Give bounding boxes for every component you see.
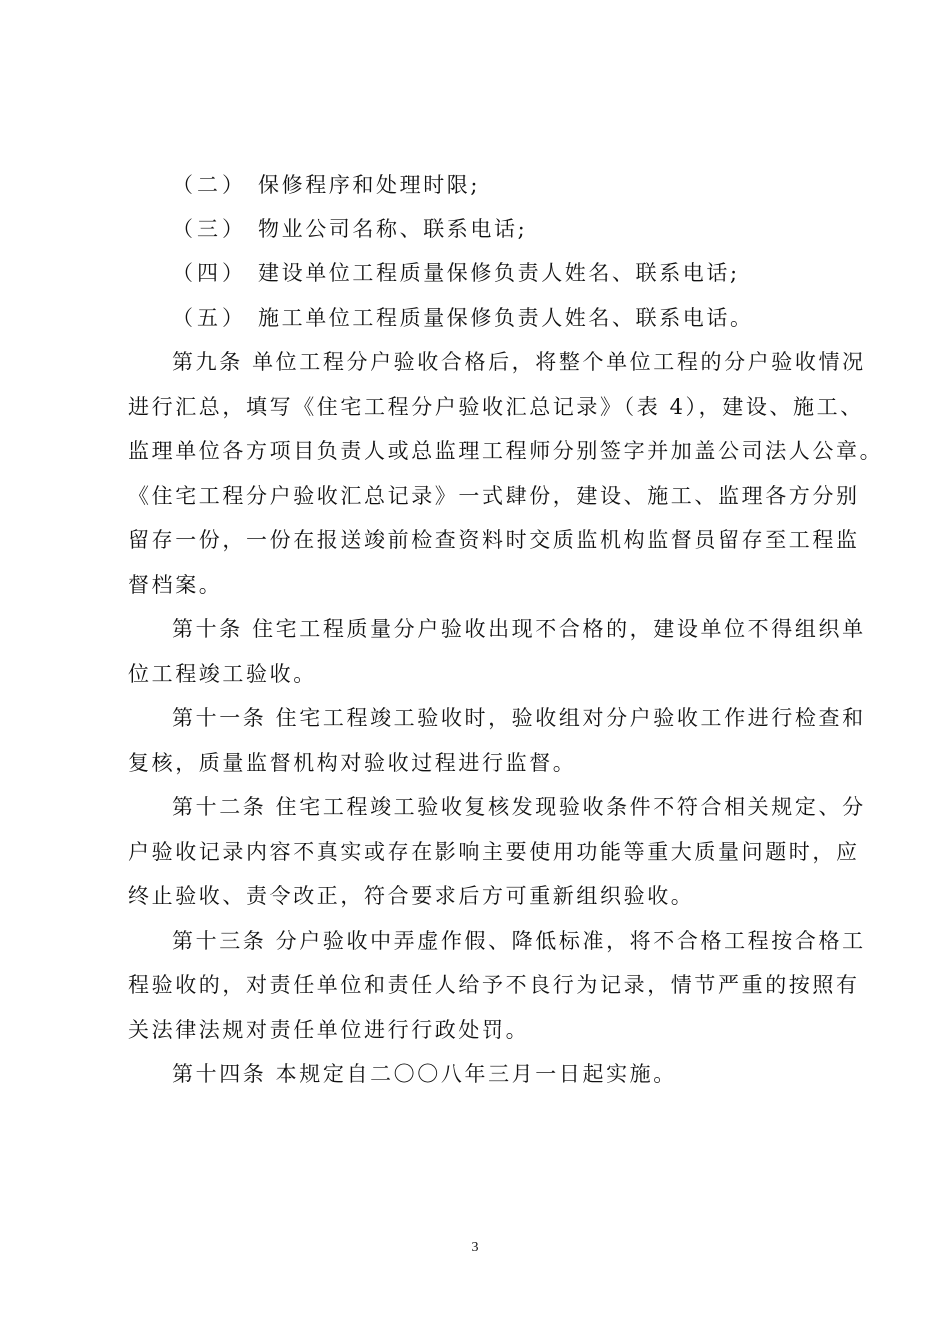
article-11-line: 第十一条 住宅工程竣工验收时，验收组对分户验收工作进行检查和 — [172, 706, 866, 730]
article-12-line: 第十二条 住宅工程竣工验收复核发现验收条件不符合相关规定、分 — [172, 795, 866, 819]
article-10-line: 位工程竣工验收。 — [128, 662, 317, 686]
list-item — [128, 303, 882, 333]
article-12-line: 户验收记录内容不真实或存在影响主要使用功能等重大质量问题时，应 — [128, 840, 860, 864]
list-item-text: 施工单位工程质量保修负责人姓名、联系电话。 — [258, 306, 754, 330]
list-item — [128, 214, 882, 244]
list-item — [128, 258, 882, 288]
article-9-line: 监理单位各方项目负责人或总监理工程师分别签字并加盖公司法人公章。 — [128, 439, 884, 463]
article-13-line: 关法律法规对责任单位进行行政处罚。 — [128, 1018, 530, 1042]
list-item-text: 物业公司名称、联系电话; — [258, 217, 528, 241]
list-item-number: （二） — [172, 173, 247, 197]
article-9-line: 留存一份，一份在报送竣前检查资料时交质监机构监督员留存至工程监 — [128, 528, 860, 552]
list-item-text: 保修程序和处理时限; — [258, 173, 481, 197]
article-13-line: 第十三条 分户验收中弄虚作假、降低标准，将不合格工程按合格工 — [172, 929, 866, 953]
list-item-number: （五） — [172, 306, 247, 330]
article-9-line: 第九条 单位工程分户验收合格后，将整个单位工程的分户验收情况 — [172, 350, 866, 374]
article-9-line: 督档案。 — [128, 573, 223, 597]
list-item — [128, 170, 882, 200]
article-11-line: 复核，质量监督机构对验收过程进行监督。 — [128, 751, 577, 775]
list-item-number: （四） — [172, 261, 247, 285]
article-12-line: 终止验收、责令改正，符合要求后方可重新组织验收。 — [128, 884, 695, 908]
list-item-number: （三） — [172, 217, 247, 241]
page-number: 3 — [471, 1240, 479, 1255]
article-14-line: 第十四条 本规定自二〇〇八年三月一日起实施。 — [172, 1062, 677, 1086]
article-10-line: 第十条 住宅工程质量分户验收出现不合格的，建设单位不得组织单 — [172, 617, 866, 641]
article-9-line: 进行汇总，填写《住宅工程分户验收汇总记录》（表 4），建设、施工、 — [128, 395, 864, 419]
list-item-text: 建设单位工程质量保修负责人姓名、联系电话; — [258, 261, 740, 285]
article-9-line: 《住宅工程分户验收汇总记录》一式肆份，建设、施工、监理各方分别 — [128, 484, 860, 508]
article-13-line: 程验收的，对责任单位和责任人给予不良行为记录，情节严重的按照有 — [128, 973, 860, 997]
